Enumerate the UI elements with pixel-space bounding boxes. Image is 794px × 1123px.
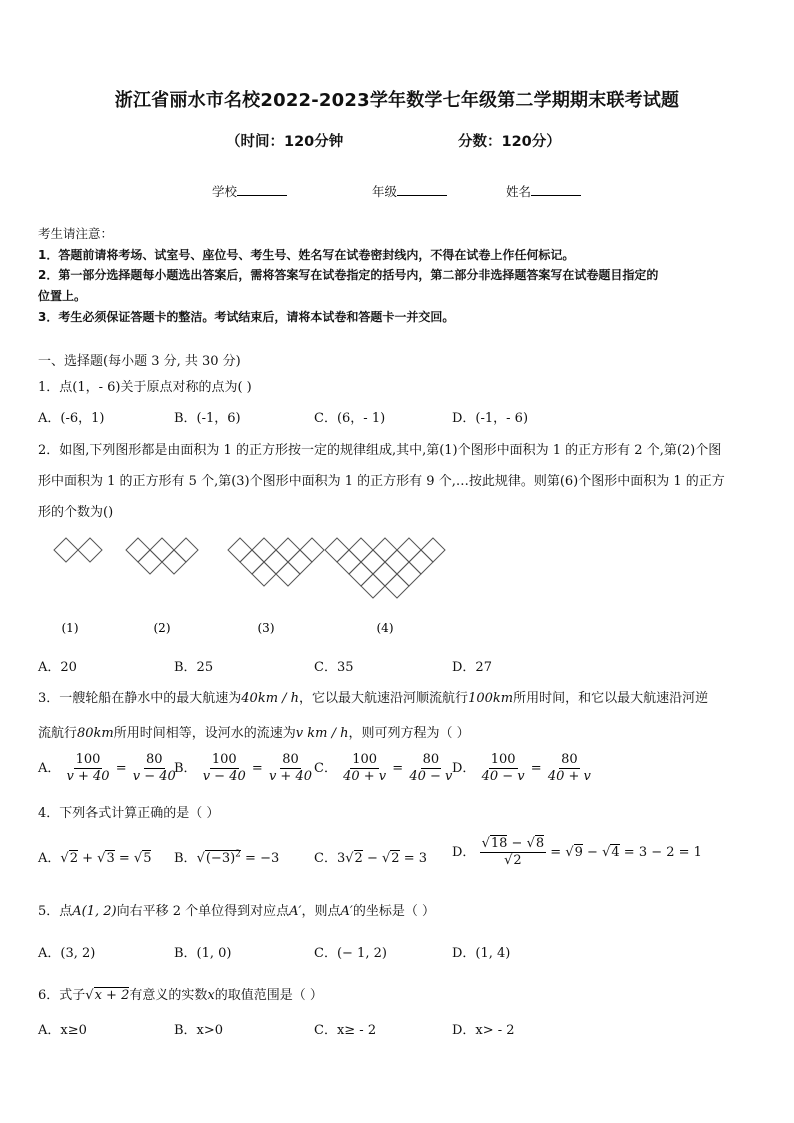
fraction: [201, 752, 248, 785]
q1-option-b: B．(-1，6): [174, 411, 241, 426]
option-label: B．: [174, 851, 197, 866]
name-field: [506, 182, 581, 200]
radicand: 5: [143, 851, 152, 866]
name-label: 姓名: [506, 184, 532, 199]
q5-text: 5．点: [38, 904, 73, 919]
q5-option-c: C．(− 1, 2): [314, 946, 387, 961]
denominator: 40 − v: [481, 769, 525, 784]
denominator: 40 + v: [547, 769, 591, 784]
denominator: v + 40: [66, 769, 110, 784]
q6-text: 6．式子: [38, 988, 86, 1003]
q3-speed: 40km / h: [241, 691, 300, 706]
q2-option-d: D．27: [452, 660, 492, 675]
exam-title: 浙江省丽水市名校2022-2023学年数学七年级第二学期期末联考试题: [114, 90, 680, 111]
radicand: [205, 850, 241, 866]
option-label: A．: [38, 851, 61, 866]
q1-option-d: D．(-1，- 6): [452, 411, 529, 426]
notice-item-2-cont: 位置上。: [38, 289, 87, 303]
operator: =: [114, 851, 134, 866]
operator: = −3: [240, 851, 280, 866]
numerator: 80: [561, 752, 578, 767]
q1-option-a: A．(-6，1): [38, 411, 105, 426]
radicand: 2: [391, 851, 400, 866]
q5-text: ，则点: [301, 904, 341, 919]
notice-item-3: 3．考生必须保证答题卡的整洁。考试结束后，请将本试卷和答题卡一并交回。: [38, 310, 455, 324]
q4-option-b: B．$√(-3)^2 = -3$: [174, 849, 280, 866]
q6-option-b: B．x>0: [174, 1023, 224, 1038]
operator: +: [77, 851, 98, 866]
q2-fig-label-2: (2): [153, 621, 171, 635]
q2-option-b: B．25: [174, 660, 214, 675]
numerator: 100: [352, 752, 378, 767]
option-label: C．: [314, 761, 337, 776]
school-label: 学校: [212, 184, 238, 199]
q4-option-d: D． $\frac{√18 - √8}{√2}$ = √9 − √4 = 3 − 2 = 1: [452, 836, 702, 868]
q5-text: 向右平移 2 个单位得到对应点: [116, 904, 290, 919]
exam-score: 分数：120分）: [458, 134, 561, 150]
option-label: D．: [452, 761, 476, 776]
fraction: [407, 752, 454, 785]
option-label: A．: [38, 761, 61, 776]
denominator: v + 40: [268, 769, 312, 784]
radicand: 8: [535, 836, 545, 851]
fraction: [480, 836, 547, 869]
option-label: C．: [314, 851, 337, 866]
numerator: 80: [146, 752, 163, 767]
q2-figure-1: [54, 538, 102, 562]
q3-distance: 100km: [468, 691, 514, 706]
q6-variable: x: [207, 988, 215, 1003]
denominator: 40 + v: [343, 769, 387, 784]
denominator: v − 40: [202, 769, 246, 784]
q6-text: 的取值范围是（ ）: [214, 988, 323, 1003]
q3-stem-line1: [38, 687, 708, 706]
fraction: [65, 752, 112, 785]
fraction: [480, 752, 527, 785]
grade-field: [372, 182, 447, 200]
fraction: [546, 752, 593, 785]
equals: =: [530, 761, 542, 776]
q3-option-b: [174, 752, 314, 785]
q3-option-d: [452, 752, 593, 785]
q5-option-d: D．(1, 4): [452, 946, 511, 961]
notice-item-1: 1．答题前请将考场、试室号、座位号、考生号、姓名写在试卷密封线内，不得在试卷上作任何标记。: [38, 248, 575, 262]
grade-blank: [397, 183, 447, 196]
radicand: 2: [513, 853, 522, 868]
numerator: 80: [282, 752, 299, 767]
q3-stem-line2: [38, 722, 470, 741]
q5-point: A(1, 2): [72, 904, 117, 919]
q2-fig-label-3: (3): [257, 621, 275, 635]
operator: −: [582, 845, 603, 860]
q2-option-c: C．35: [314, 660, 354, 675]
denominator: 40 − v: [409, 769, 453, 784]
q4-option-c: C．3√2 − √2 = 3: [314, 851, 427, 866]
radicand: x + 2: [94, 988, 130, 1003]
q3-option-c: [314, 752, 454, 785]
denominator: √2: [504, 853, 522, 868]
radicand-text: (−3): [205, 851, 236, 866]
q6-text: 有意义的实数: [129, 988, 208, 1003]
numerator: 100: [490, 752, 516, 767]
q5-text: 的坐标是（ ）: [352, 904, 436, 919]
q5-point-prime: A′: [340, 904, 353, 919]
q3-text: 流航行: [38, 726, 78, 741]
q6-stem: 6．式子√x + 2有意义的实数x的取值范围是（ ）: [38, 988, 323, 1003]
equals: =: [251, 761, 263, 776]
q2-fig-label-1: (1): [61, 621, 79, 635]
q1-option-c: C．(6，- 1): [314, 411, 386, 426]
radicand: 9: [574, 845, 583, 860]
q3-text: 所用时间，和它以最大航速沿河逆: [513, 691, 709, 706]
q2-option-a: A．20: [38, 660, 77, 675]
notice-heading: 考生请注意：: [38, 226, 114, 241]
radicand: 2: [69, 851, 78, 866]
q6-option-d: D．x> - 2: [452, 1023, 515, 1038]
option-label: B．: [174, 761, 197, 776]
radicand: 3: [106, 851, 115, 866]
q1-stem: 1．点(1，- 6)关于原点对称的点为( ): [38, 380, 252, 395]
school-field: [212, 182, 287, 200]
school-blank: [237, 183, 287, 196]
equals: =: [115, 761, 127, 776]
q4-option-a: A．√2 + √3 = √5: [38, 851, 152, 866]
q2-stem-line3: 形的个数为(): [38, 505, 114, 520]
q3-text: ，则可列方程为（ ）: [348, 726, 470, 741]
q4-stem: 4．下列各式计算正确的是（ ）: [38, 806, 220, 821]
fraction: [131, 752, 178, 785]
q2-figure: [40, 528, 460, 640]
grade-label: 年级: [372, 184, 398, 199]
q2-figure-2: [126, 538, 198, 574]
q3-variable: v km / h: [295, 726, 349, 741]
exponent: 2: [235, 849, 241, 860]
name-blank: [531, 183, 581, 196]
option-label: D．: [452, 845, 476, 860]
numerator: 100: [211, 752, 237, 767]
q3-distance: 80km: [77, 726, 114, 741]
q6-option-c: C．x≥ - 2: [314, 1023, 377, 1038]
fraction: [267, 752, 314, 785]
fraction: [341, 752, 388, 785]
q2-figure-3: [228, 538, 324, 586]
operator: = 3: [399, 851, 427, 866]
q3-text: 3．一艘轮船在静水中的最大航速为: [38, 691, 242, 706]
q3-text: ，它以最大航速沿河顺流航行: [299, 691, 469, 706]
radicand: 18: [490, 836, 508, 851]
coefficient: 3: [336, 851, 346, 866]
radicand: 4: [611, 845, 620, 860]
q5-point-prime: A′: [289, 904, 302, 919]
equals: =: [392, 761, 404, 776]
q3-option-a: [38, 752, 178, 785]
q2-stem-line2: 形中面积为 1 的正方形有 5 个,第(3)个图形中面积为 1 的正方形有 9 个,…按此规律。则第(6)个图形中面积为 1 的正方: [38, 474, 725, 489]
exam-time: （时间：120分钟: [226, 134, 344, 150]
q5-option-b: B．(1, 0): [174, 946, 232, 961]
numerator: √18 − √8: [481, 836, 545, 851]
q2-fig-label-4: (4): [376, 621, 394, 635]
q5-stem: [38, 900, 435, 919]
numerator: 100: [75, 752, 101, 767]
q2-stem-line1: 2．如图,下列图形都是由面积为 1 的正方形按一定的规律组成,其中,第(1)个图形中面积为 1 的正方形有 2 个,第(2)个图: [38, 443, 722, 458]
operator: −: [362, 851, 382, 866]
q3-text: 所用时间相等，设河水的流速为: [113, 726, 296, 741]
q2-figure-4: [325, 538, 445, 598]
notice-item-2: 2．第一部分选择题每小题选出答案后，需将答案写在试卷指定的括号内，第二部分非选择题答案写在试卷题目指定的: [38, 268, 659, 282]
operator: =: [546, 845, 566, 860]
q6-option-a: A．x≥0: [38, 1023, 87, 1038]
numerator: 80: [422, 752, 440, 767]
q5-option-a: A．(3, 2): [38, 946, 96, 961]
operator: −: [507, 836, 527, 851]
radicand: 2: [354, 851, 363, 866]
result: = 3 − 2 = 1: [619, 845, 702, 860]
denominator: v − 40: [132, 769, 176, 784]
section-heading: 一、选择题(每小题 3 分, 共 30 分): [38, 354, 241, 369]
